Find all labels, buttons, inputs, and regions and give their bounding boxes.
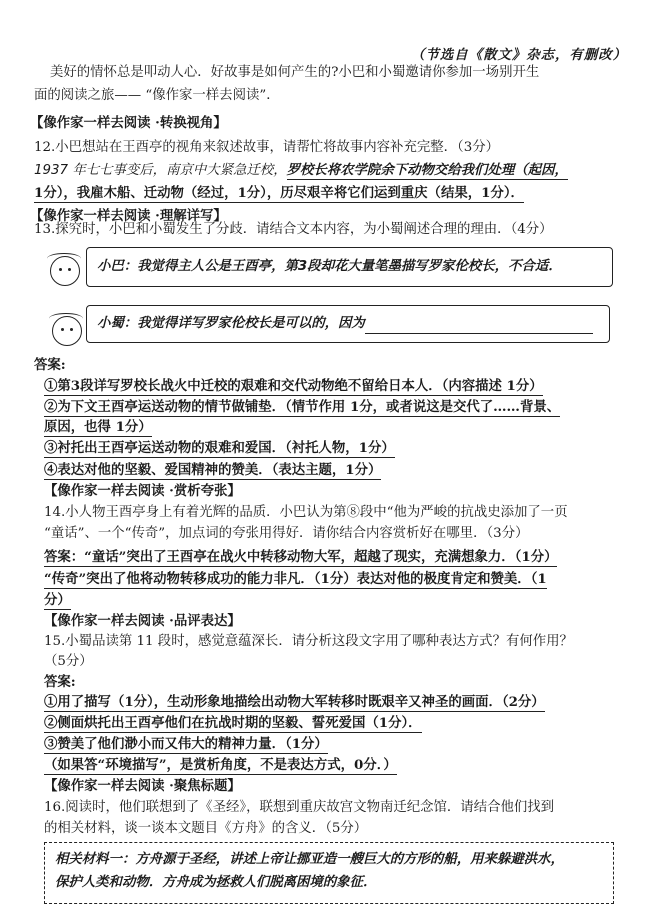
q12-answer-line-1 xyxy=(34,161,568,181)
q12-stem: 12.小巴想站在王酉亭的视角来叙述故事，请帮忙将故事内容补充完整．（3分） xyxy=(34,140,500,155)
section-heading-title: 【像作家一样去阅读 ·聚焦标题】 xyxy=(44,778,241,794)
xiaoshu-hair-icon xyxy=(49,313,83,324)
section-heading-expression: 【像作家一样去阅读 ·品评表达】 xyxy=(44,613,241,629)
xiaoshu-speech-box xyxy=(86,305,610,343)
q13-answer-3-text: 原因，也得 1分） xyxy=(44,419,152,435)
q15-answer-1-text: ①用了描写（1分），生动形象地描绘出动物大军转移时既艰辛又神圣的画面．（2分） xyxy=(44,694,545,710)
material-line-1: 相关材料一：方舟源于圣经，讲述上帝让挪亚造一艘巨大的方形的船，用来躲避洪水， xyxy=(55,852,564,867)
answer-blank xyxy=(365,319,593,334)
q15-answer-label: 答案: xyxy=(44,674,76,690)
source-note: （节选自《散文》杂志，有删改） xyxy=(411,47,627,63)
q15-stem-2: （5分） xyxy=(44,654,93,669)
related-material-box xyxy=(44,842,614,904)
q14-stem-1: 14.小人物王酉亭身上有着光辉的品质．小巴认为第⑧段中“他为严峻的抗战史添加了一页 xyxy=(44,505,568,520)
q14-answer-2-text: “传奇”突出了他将动物转移成功的能力非凡．（1分）表达对他的极度肯定和赞美．（1 xyxy=(44,571,547,587)
xiaoshu-speech: 小蜀：我觉得详写罗家伦校长是可以的，因为 xyxy=(97,316,365,331)
xiaoba-speech-box xyxy=(86,247,613,287)
q12-answer-underlined: 罗校长将农学院余下动物交给我们处理（起因， xyxy=(286,163,568,178)
q13-stem: 13.探究时，小巴和小蜀发生了分歧．请结合文本内容，为小蜀阐述合理的理由．（4分） xyxy=(34,222,553,237)
q15-answer-4 xyxy=(44,755,397,775)
q13-answer-label: 答案: xyxy=(34,357,66,373)
intro-line-1: 美好的情怀总是叩动人心．好故事是如何产生的?小巴和小蜀邀请你参加一场别开生 xyxy=(50,65,540,80)
section-heading-hyperbole: 【像作家一样去阅读 ·赏析夸张】 xyxy=(44,483,241,499)
q14-answer-1-text: 答案：“童话”突出了王酉亭在战火中转移动物大军，超越了现实，充满想象力．（1分） xyxy=(44,549,558,565)
q15-answer-4-text: （如果答“环境描写”，是赏析角度，不是表达方式，0分．） xyxy=(44,757,397,773)
q15-stem-1: 15.小蜀品读第 11 段时，感觉意蕴深长．请分析这段文字用了哪种表达方式？有何作用？ xyxy=(44,634,573,649)
xiaoba-hair-icon xyxy=(47,253,81,264)
q13-answer-1-text: ①第3段详写罗校长战火中迁校的艰难和交代动物绝不留给日本人．（内容描述 1分） xyxy=(44,378,543,394)
section-heading-detail: 【像作家一样去阅读 ·理解详写】 xyxy=(30,208,227,224)
section-heading-perspective: 【像作家一样去阅读 ·转换视角】 xyxy=(30,115,227,131)
q15-answer-1 xyxy=(44,692,545,712)
q16-stem-2: 的相关材料，谈一谈本文题目《方舟》的含义．（5分） xyxy=(44,821,368,836)
q13-answer-1 xyxy=(44,376,543,396)
q13-answer-4-text: ③衬托出王酉亭运送动物的艰难和爱国．（衬托人物，1分） xyxy=(44,440,395,456)
q13-answer-5 xyxy=(44,460,381,480)
q13-answer-2 xyxy=(44,397,560,417)
q15-answer-2 xyxy=(44,713,422,733)
q14-stem-2: “童话”、一个“传奇”，加点词的夸张用得好．请你结合内容赏析好在哪里．（3分） xyxy=(44,526,529,541)
q15-answer-3-text: ③赞美了他们渺小而又伟大的精神力量．（1分） xyxy=(44,736,328,752)
q13-answer-4 xyxy=(44,438,395,458)
q14-answer-3 xyxy=(44,590,71,610)
q13-answer-2-text: ②为下文王酉亭运送动物的情节做铺垫．（情节作用 1分，或者说这是交代了……背景、 xyxy=(44,399,561,415)
xiaoshu-speech-line xyxy=(97,314,593,334)
q15-answer-3 xyxy=(44,734,328,754)
q14-answer-3-text: 分） xyxy=(44,592,71,608)
q15-answer-2-text: ②侧面烘托出王酉亭他们在抗战时期的坚毅、誓死爱国（1分）． xyxy=(44,715,422,731)
q12-answer-text: 1分），我雇木船、迁动物（经过，1分），历尽艰辛将它们运到重庆（结果，1分）． xyxy=(34,185,524,201)
q14-answer-1 xyxy=(44,547,557,567)
material-line-2: 保护人类和动物．方舟成为拯救人们脱离困境的象征． xyxy=(55,875,377,890)
q14-answer-2 xyxy=(44,569,547,589)
intro-line-2: 面的阅读之旅—— “像作家一样去阅读”． xyxy=(34,88,280,103)
q12-answer-line-2 xyxy=(34,183,524,203)
q16-stem-1: 16.阅读时，他们联想到了《圣经》，联想到重庆故宫文物南迁纪念馆．请结合他们找到 xyxy=(44,800,555,815)
q12-answer-plain: 1937 年七七事变后，南京中大紧急迁校， xyxy=(34,163,287,178)
q13-answer-5-text: ④表达对他的坚毅、爱国精神的赞美．（表达主题，1分） xyxy=(44,462,382,478)
q13-answer-3 xyxy=(44,417,152,437)
xiaoba-speech: 小巴：我觉得主人公是王酉亭，第3段却花大量笔墨描写罗家伦校长，不合适． xyxy=(97,259,562,274)
